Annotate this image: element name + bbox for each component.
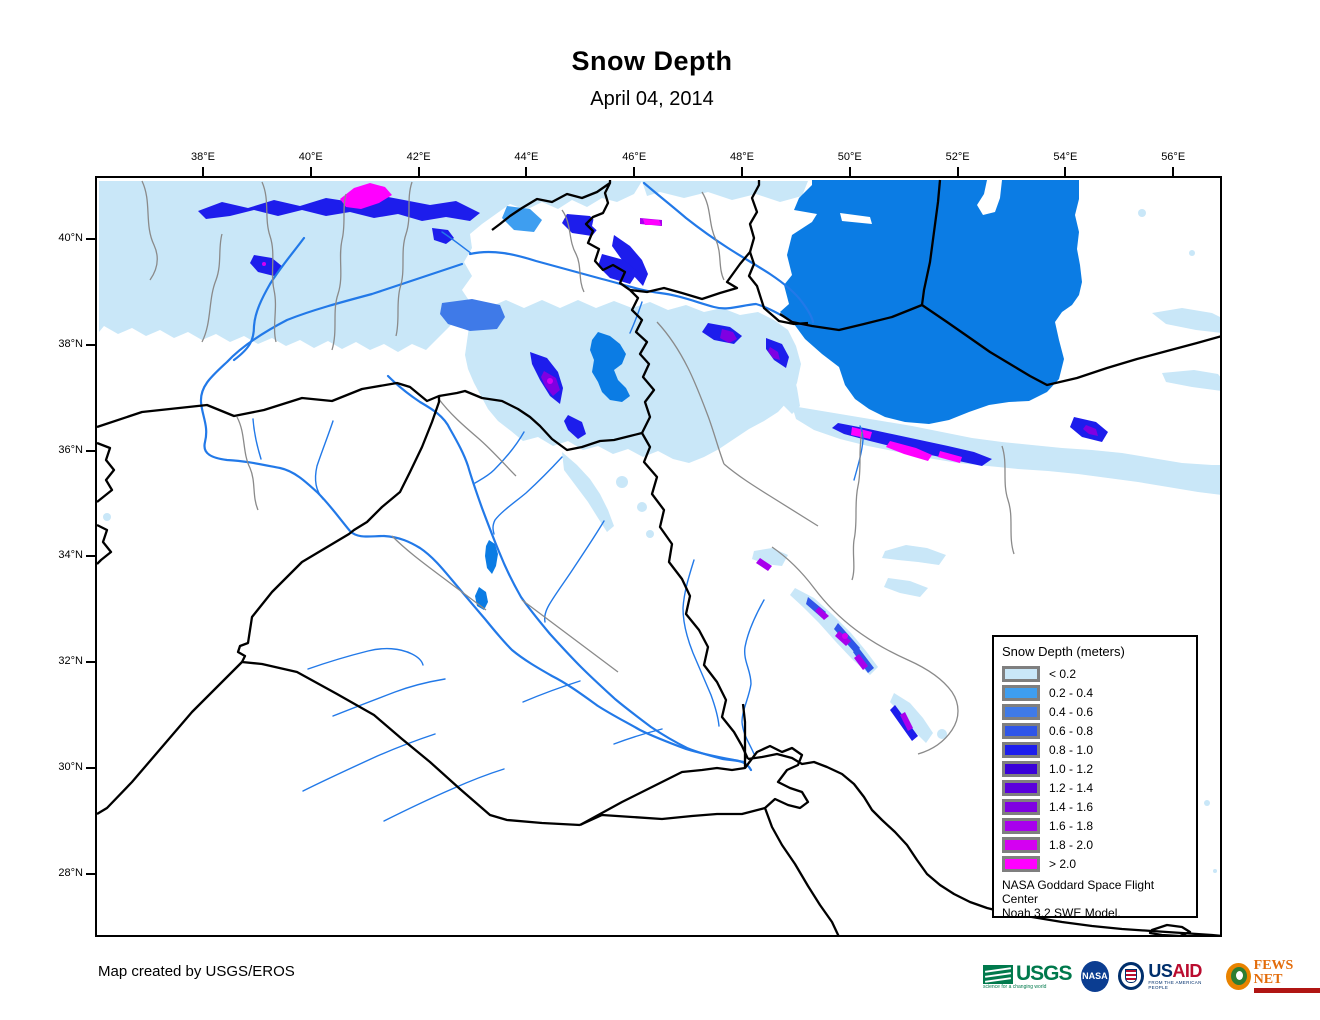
iran-iraq-border bbox=[642, 433, 748, 759]
footer-logos bbox=[983, 956, 1320, 996]
lon-tick-label: 48°E bbox=[730, 151, 754, 163]
lon-tick-label: 40°E bbox=[298, 151, 323, 163]
lon-tick bbox=[741, 167, 743, 176]
legend-label: 1.2 - 1.4 bbox=[1049, 780, 1094, 795]
fewsnet-wordmark: FEWS NET bbox=[1253, 958, 1294, 987]
legend-swatch bbox=[1002, 742, 1040, 758]
lon-tick-label: 38°E bbox=[191, 151, 215, 163]
legend-label: 0.6 - 0.8 bbox=[1049, 723, 1094, 738]
legend-label: 1.0 - 1.2 bbox=[1049, 761, 1094, 776]
lat-tick-label: 40°N bbox=[58, 232, 83, 244]
usgs-wordmark: USGS bbox=[1016, 962, 1072, 985]
legend-credit-line2: Noah 3.2 SWE Model. bbox=[1002, 906, 1121, 920]
usaid-wordmark: USAID bbox=[1148, 961, 1202, 981]
lon-tick bbox=[849, 167, 851, 176]
legend-swatch bbox=[1002, 761, 1040, 777]
legend-label: < 0.2 bbox=[1049, 666, 1077, 681]
usaid-seal-icon bbox=[1118, 962, 1144, 990]
legend-label: 0.8 - 1.0 bbox=[1049, 742, 1094, 757]
legend-swatch bbox=[1002, 704, 1040, 720]
lon-tick-label: 42°E bbox=[406, 151, 431, 163]
legend-row bbox=[1002, 816, 1188, 835]
lon-tick-label: 54°E bbox=[1053, 151, 1078, 163]
legend-label: 0.2 - 0.4 bbox=[1049, 685, 1094, 700]
usaid-tagline: FROM THE AMERICAN PEOPLE bbox=[1148, 980, 1202, 990]
legend-box bbox=[992, 635, 1198, 918]
legend-swatch bbox=[1002, 837, 1040, 853]
lat-tick bbox=[86, 661, 95, 663]
fewsnet-banner bbox=[1254, 988, 1320, 993]
map-attribution: Map created by USGS/EROS bbox=[98, 963, 295, 980]
lat-tick bbox=[86, 238, 95, 240]
lon-tick bbox=[957, 167, 959, 176]
legend-swatch bbox=[1002, 780, 1040, 796]
lat-tick-label: 34°N bbox=[58, 549, 83, 562]
legend-row bbox=[1002, 854, 1188, 873]
caspian-sea bbox=[780, 180, 1082, 424]
lon-tick bbox=[418, 167, 420, 176]
legend-row bbox=[1002, 778, 1188, 797]
legend-swatch bbox=[1002, 856, 1040, 872]
usgs-tagline: science for a changing world bbox=[983, 984, 1047, 990]
legend-swatch bbox=[1002, 685, 1040, 701]
lon-tick-label: 50°E bbox=[837, 151, 862, 163]
legend-row bbox=[1002, 797, 1188, 816]
lon-tick bbox=[633, 167, 635, 176]
lon-tick-label: 46°E bbox=[622, 151, 647, 163]
legend-label: 1.6 - 1.8 bbox=[1049, 818, 1094, 833]
legend-credit-line1: NASA Goddard Space Flight Center bbox=[1002, 878, 1155, 906]
legend-rows bbox=[1002, 664, 1188, 873]
lat-tick bbox=[86, 555, 95, 557]
usgs-logo bbox=[983, 962, 1072, 990]
kuwait-coast bbox=[745, 746, 840, 935]
fewsnet-logo bbox=[1226, 959, 1320, 993]
lat-tick bbox=[86, 344, 95, 346]
legend-label: 1.8 - 2.0 bbox=[1049, 837, 1094, 852]
legend-swatch bbox=[1002, 666, 1040, 682]
lon-tick bbox=[1172, 167, 1174, 176]
lon-tick bbox=[1064, 167, 1066, 176]
fewsnet-globe-icon bbox=[1226, 963, 1251, 990]
lat-tick-label: 32°N bbox=[58, 655, 83, 668]
legend-row bbox=[1002, 702, 1188, 721]
legend-title: Snow Depth (meters) bbox=[1002, 644, 1125, 659]
legend-label: > 2.0 bbox=[1049, 856, 1077, 871]
legend-row bbox=[1002, 683, 1188, 702]
lon-tick-label: 56°E bbox=[1161, 151, 1186, 163]
legend-swatch bbox=[1002, 818, 1040, 834]
lat-tick-label: 38°N bbox=[58, 337, 83, 350]
lat-tick-label: 28°N bbox=[58, 866, 83, 879]
lon-tick bbox=[202, 167, 204, 176]
lon-tick-label: 52°E bbox=[945, 151, 970, 163]
legend-credit bbox=[1002, 878, 1188, 920]
iraq-kuwait-border bbox=[580, 704, 745, 825]
lat-tick bbox=[86, 873, 95, 875]
legend-label: 0.4 - 0.6 bbox=[1049, 704, 1094, 719]
usgs-wave-icon bbox=[983, 965, 1013, 984]
page-date: April 04, 2014 bbox=[590, 88, 714, 110]
legend-row bbox=[1002, 835, 1188, 854]
legend-row bbox=[1002, 759, 1188, 778]
legend-row bbox=[1002, 664, 1188, 683]
syria-iraq-saudi-border bbox=[238, 396, 580, 825]
lon-tick-label: 44°E bbox=[514, 151, 539, 163]
legend-swatch bbox=[1002, 723, 1040, 739]
legend-swatch bbox=[1002, 799, 1040, 815]
legend-row bbox=[1002, 740, 1188, 759]
lon-tick bbox=[310, 167, 312, 176]
lon-tick bbox=[525, 167, 527, 176]
lat-tick bbox=[86, 767, 95, 769]
white-holes bbox=[592, 216, 623, 235]
jordan-saudi-border bbox=[97, 662, 242, 814]
usaid-logo bbox=[1118, 962, 1217, 990]
lat-tick-label: 36°N bbox=[58, 443, 83, 456]
lat-tick bbox=[86, 450, 95, 452]
lat-tick-label: 30°N bbox=[58, 761, 83, 774]
legend-row bbox=[1002, 721, 1188, 740]
page-title: Snow Depth bbox=[571, 46, 733, 76]
legend-label: 1.4 - 1.6 bbox=[1049, 799, 1094, 814]
nasa-logo: NASA bbox=[1081, 961, 1110, 992]
